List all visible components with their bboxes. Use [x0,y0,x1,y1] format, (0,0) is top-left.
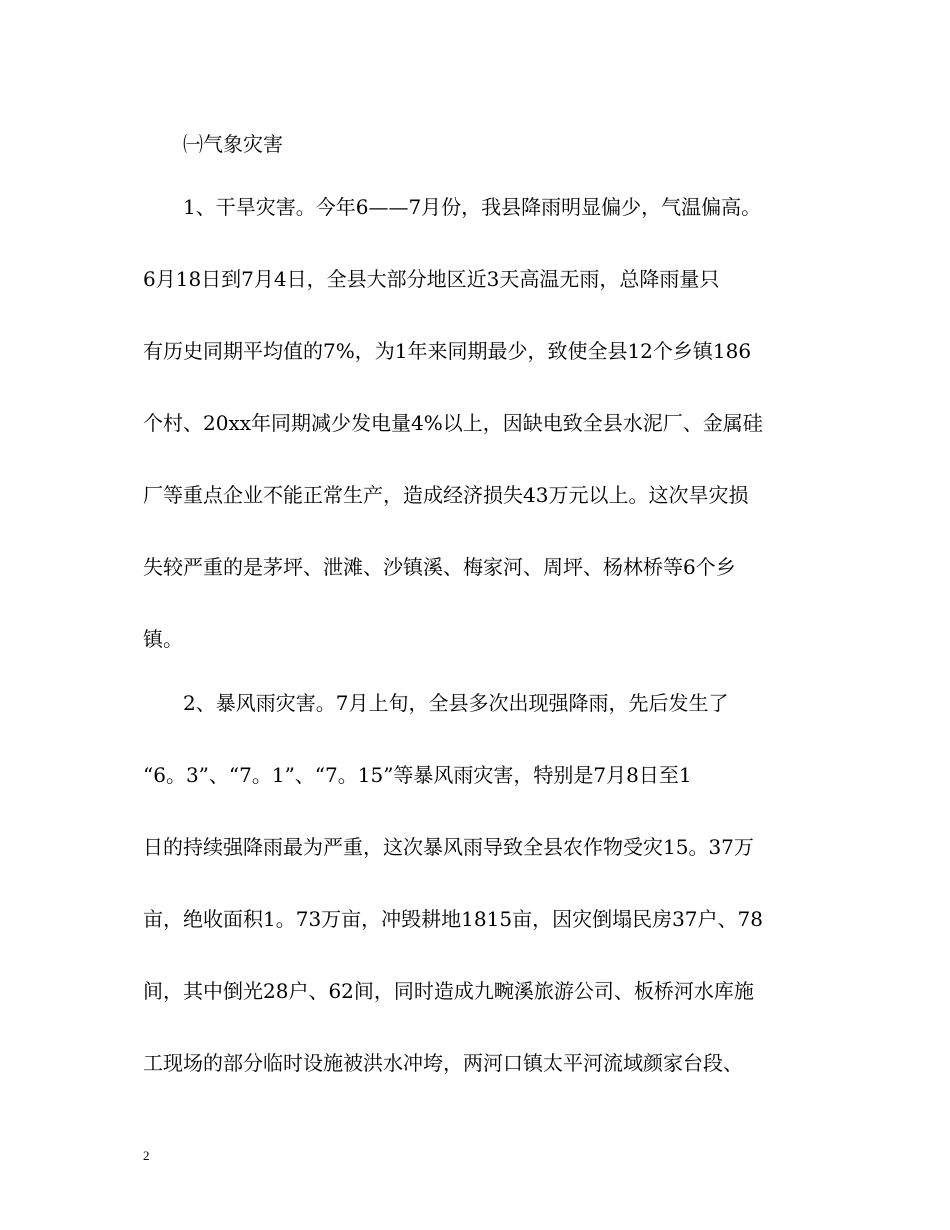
paragraph-1-line-1: 1、干旱灾害。今年6——7月份，我县降雨明显偏少，气温偏高。 [183,195,762,219]
paragraph-2-line-6: 工现场的部分临时设施被洪水冲垮，两河口镇太平河流域颜家台段、 [143,1051,743,1075]
paragraph-1-line-5: 厂等重点企业不能正常生产，造成经济损失43万元以上。这次旱灾损 [143,483,749,507]
paragraph-2-line-5: 间，其中倒光28户、62间，同时造成九畹溪旅游公司、板桥河水库施 [143,979,754,1003]
page-number: 2 [143,1148,150,1163]
paragraph-1-line-3: 有历史同期平均值的7%，为1年来同期最少，致使全县12个乡镇186 [143,339,752,363]
paragraph-1-line-7: 镇。 [143,627,183,651]
paragraph-1-line-4: 个村、20xx年同期减少发电量4%以上，因缺电致全县水泥厂、金属硅 [143,411,763,435]
paragraph-2-line-3: 日的持续强降雨最为严重，这次暴风雨导致全县农作物受灾15。37万 [143,835,754,859]
paragraph-2-line-4: 亩，绝收面积1。73万亩，冲毁耕地1815亩，因灾倒塌民房37户、78 [143,907,763,931]
paragraph-2-line-2: “6。3”、“7。1”、“7。15”等暴风雨灾害，特别是7月8日至1 [143,763,692,787]
section-heading: ㈠气象灾害 [183,132,283,156]
paragraph-1-line-2: 6月18日到7月4日，全县大部分地区近3天高温无雨，总降雨量只 [143,267,720,291]
paragraph-2-line-1: 2、暴风雨灾害。7月上旬，全县多次出现强降雨，先后发生了 [183,691,729,715]
paragraph-1-line-6: 失较严重的是茅坪、泄滩、沙镇溪、梅家河、周坪、杨林桥等6个乡 [143,555,736,579]
